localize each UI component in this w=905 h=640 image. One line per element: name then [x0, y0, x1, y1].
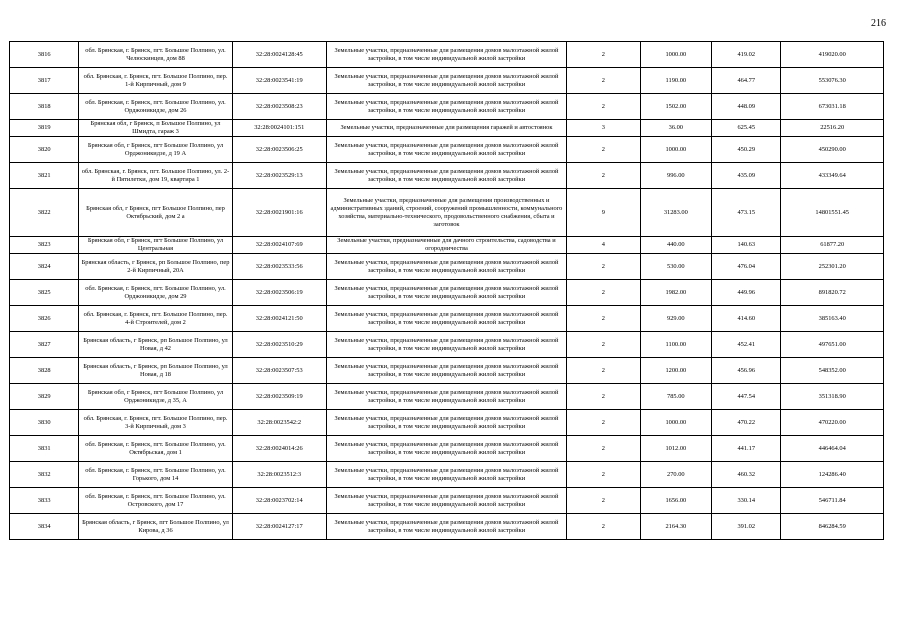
group-cell: 3 [567, 120, 641, 137]
land-use-cell: Земельные участки, предназначенные для размещения домов малоэтажной жилой застройки, в том числе индивидуальной жилой застройки [326, 137, 566, 163]
area-cell: 785.00 [640, 384, 711, 410]
cadastral-number-cell: 32:28:0024128:45 [232, 42, 326, 68]
group-cell: 2 [567, 332, 641, 358]
cadastral-number-cell: 32:28:0023512:3 [232, 462, 326, 488]
area-cell: 1200.00 [640, 358, 711, 384]
page-number: 216 [871, 18, 886, 29]
cadastral-value-cell: 450290.00 [781, 137, 884, 163]
land-use-cell: Земельные участки, предназначенные для размещения гаражей и автостоянок [326, 120, 566, 137]
row-number: 3824 [10, 254, 79, 280]
cadastral-value-cell: 22516.20 [781, 120, 884, 137]
group-cell: 4 [567, 237, 641, 254]
row-number: 3816 [10, 42, 79, 68]
area-cell: 1000.00 [640, 137, 711, 163]
table-row [10, 120, 884, 137]
area-cell: 1000.00 [640, 42, 711, 68]
specific-value-cell: 476.04 [712, 254, 781, 280]
row-number: 3830 [10, 410, 79, 436]
table-row [10, 42, 884, 68]
cadastral-number-cell: 32:28:0023533:56 [232, 254, 326, 280]
area-cell: 1982.00 [640, 280, 711, 306]
cadastral-value-cell: 546711.84 [781, 488, 884, 514]
table-row [10, 280, 884, 306]
area-cell: 2164.30 [640, 514, 711, 540]
land-use-cell: Земельные участки, предназначенные для дачного строительства, садоводства и огородничества [326, 237, 566, 254]
land-use-cell: Земельные участки, предназначенные для размещения домов малоэтажной жилой застройки, в том числе индивидуальной жилой застройки [326, 358, 566, 384]
address-cell: Брянская обл, г Брянск, пгт Большое Полпино, ул Орджоникидзе, д 19 А [79, 137, 232, 163]
row-number: 3828 [10, 358, 79, 384]
cadastral-value-cell: 14801551.45 [781, 189, 884, 237]
address-cell: обл. Брянская, г. Брянск, пгт. Большое Полпино, пер. 1-й Кирпичный, дом 9 [79, 68, 232, 94]
specific-value-cell: 448.09 [712, 94, 781, 120]
address-cell: обл. Брянская, г. Брянск, пгт. Большое Полпино, ул. Орджоникидзе, дом 29 [79, 280, 232, 306]
land-use-cell: Земельные участки, предназначенные для размещения домов малоэтажной жилой застройки, в том числе индивидуальной жилой застройки [326, 514, 566, 540]
row-number: 3818 [10, 94, 79, 120]
cadastral-value-cell: 891820.72 [781, 280, 884, 306]
row-number: 3825 [10, 280, 79, 306]
cadastral-number-cell: 32:28:0024121:50 [232, 306, 326, 332]
table-row [10, 163, 884, 189]
specific-value-cell: 470.22 [712, 410, 781, 436]
row-number: 3833 [10, 488, 79, 514]
specific-value-cell: 456.96 [712, 358, 781, 384]
cadastral-value-cell: 124286.40 [781, 462, 884, 488]
address-cell: Брянская обл, г Брянск, пгт Большое Полпино, пер Октябрьский, дом 2 а [79, 189, 232, 237]
area-cell: 1190.00 [640, 68, 711, 94]
table-row [10, 462, 884, 488]
row-number: 3826 [10, 306, 79, 332]
group-cell: 2 [567, 68, 641, 94]
area-cell: 31283.00 [640, 189, 711, 237]
row-number: 3834 [10, 514, 79, 540]
table-row [10, 514, 884, 540]
area-cell: 1100.00 [640, 332, 711, 358]
address-cell: Брянская область, г Брянск, пгт Большое Полпино, ул Кирова, д 36 [79, 514, 232, 540]
table-row [10, 358, 884, 384]
row-number: 3832 [10, 462, 79, 488]
land-use-cell: Земельные участки, предназначенные для размещения домов малоэтажной жилой застройки, в том числе индивидуальной жилой застройки [326, 94, 566, 120]
land-use-cell: Земельные участки, предназначенные для размещения домов малоэтажной жилой застройки, в том числе индивидуальной жилой застройки [326, 306, 566, 332]
group-cell: 2 [567, 488, 641, 514]
cadastral-number-cell: 32:28:0024127:17 [232, 514, 326, 540]
address-cell: обл. Брянская, г. Брянск, пгт. Большое Полпино, ул. Островского, дом 17 [79, 488, 232, 514]
cadastral-number-cell: 32:28:0023510:29 [232, 332, 326, 358]
cadastral-number-cell: 32:28:0024107:69 [232, 237, 326, 254]
specific-value-cell: 464.77 [712, 68, 781, 94]
group-cell: 2 [567, 254, 641, 280]
specific-value-cell: 140.63 [712, 237, 781, 254]
address-cell: Брянская область, г Брянск, рп Большое Полпино, пер 2-й Кирпичный, 20А [79, 254, 232, 280]
cadastral-value-cell: 497651.00 [781, 332, 884, 358]
table-row [10, 254, 884, 280]
land-use-cell: Земельные участки, предназначенные для размещения домов малоэтажной жилой застройки, в том числе индивидуальной жилой застройки [326, 332, 566, 358]
row-number: 3831 [10, 436, 79, 462]
cadastral-number-cell: 32:28:0023507:53 [232, 358, 326, 384]
address-cell: Брянская область, г Брянск, рп Большое Полпино, ул Новая, д 42 [79, 332, 232, 358]
cadastral-number-cell: 32:28:0024014:26 [232, 436, 326, 462]
cadastral-value-cell: 846284.59 [781, 514, 884, 540]
specific-value-cell: 460.32 [712, 462, 781, 488]
area-cell: 996.00 [640, 163, 711, 189]
group-cell: 9 [567, 189, 641, 237]
group-cell: 2 [567, 358, 641, 384]
cadastral-value-cell: 470220.00 [781, 410, 884, 436]
address-cell: обл. Брянская, г. Брянск, пгт. Большое Полпино, ул. Горького, дом 14 [79, 462, 232, 488]
area-cell: 440.00 [640, 237, 711, 254]
land-use-cell: Земельные участки, предназначенные для размещения домов малоэтажной жилой застройки, в том числе индивидуальной жилой застройки [326, 462, 566, 488]
table-row [10, 306, 884, 332]
specific-value-cell: 625.45 [712, 120, 781, 137]
area-cell: 270.00 [640, 462, 711, 488]
cadastral-value-cell: 61877.20 [781, 237, 884, 254]
table-row [10, 332, 884, 358]
cadastral-number-cell: 32:28:0023506:25 [232, 137, 326, 163]
cadastral-value-cell: 419020.00 [781, 42, 884, 68]
address-cell: обл. Брянская, г. Брянск, пгт. Большое Полпино, ул. Орджоникидзе, дом 26 [79, 94, 232, 120]
address-cell: обл. Брянская, г. Брянск, пгт. Большое Полпино, ул. Челюскинцев, дом 88 [79, 42, 232, 68]
area-cell: 530.00 [640, 254, 711, 280]
cadastral-number-cell: 32:28:0023508:23 [232, 94, 326, 120]
group-cell: 2 [567, 410, 641, 436]
land-use-cell: Земельные участки, предназначенные для размещения домов малоэтажной жилой застройки, в том числе индивидуальной жилой застройки [326, 42, 566, 68]
land-use-cell: Земельные участки, предназначенные для размещения домов малоэтажной жилой застройки, в том числе индивидуальной жилой застройки [326, 384, 566, 410]
address-cell: обл. Брянская, г. Брянск, пгт. Большое Полпино, ул. 2-й Пятилетки, дом 19, квартира 1 [79, 163, 232, 189]
land-use-cell: Земельные участки, предназначенные для размещения домов малоэтажной жилой застройки, в том числе индивидуальной жилой застройки [326, 280, 566, 306]
group-cell: 2 [567, 94, 641, 120]
land-use-cell: Земельные участки, предназначенные для размещения домов малоэтажной жилой застройки, в том числе индивидуальной жилой застройки [326, 68, 566, 94]
cadastral-value-cell: 446464.04 [781, 436, 884, 462]
land-registry-table [9, 41, 884, 540]
specific-value-cell: 391.02 [712, 514, 781, 540]
cadastral-number-cell: 32:28:0023702:14 [232, 488, 326, 514]
specific-value-cell: 473.15 [712, 189, 781, 237]
specific-value-cell: 452.41 [712, 332, 781, 358]
table-row [10, 68, 884, 94]
group-cell: 2 [567, 163, 641, 189]
group-cell: 2 [567, 137, 641, 163]
table-row [10, 189, 884, 237]
cadastral-number-cell: 32:28:0023542:2 [232, 410, 326, 436]
table-row [10, 410, 884, 436]
area-cell: 929.00 [640, 306, 711, 332]
table-row [10, 384, 884, 410]
cadastral-number-cell: 32:28:0023529:13 [232, 163, 326, 189]
specific-value-cell: 330.14 [712, 488, 781, 514]
cadastral-value-cell: 351318.90 [781, 384, 884, 410]
cadastral-number-cell: 32:28:0023541:19 [232, 68, 326, 94]
specific-value-cell: 414.60 [712, 306, 781, 332]
area-cell: 1502.00 [640, 94, 711, 120]
group-cell: 2 [567, 306, 641, 332]
table-row [10, 436, 884, 462]
cadastral-value-cell: 553076.30 [781, 68, 884, 94]
row-number: 3821 [10, 163, 79, 189]
table-row [10, 94, 884, 120]
table-row [10, 237, 884, 254]
land-use-cell: Земельные участки, предназначенные для размещения домов малоэтажной жилой застройки, в том числе индивидуальной жилой застройки [326, 410, 566, 436]
cadastral-value-cell: 673031.18 [781, 94, 884, 120]
specific-value-cell: 447.54 [712, 384, 781, 410]
land-use-cell: Земельные участки, предназначенные для размещения домов малоэтажной жилой застройки, в том числе индивидуальной жилой застройки [326, 254, 566, 280]
row-number: 3820 [10, 137, 79, 163]
group-cell: 2 [567, 42, 641, 68]
specific-value-cell: 435.09 [712, 163, 781, 189]
group-cell: 2 [567, 280, 641, 306]
group-cell: 2 [567, 436, 641, 462]
address-cell: Брянская обл, г Брянск, п Большое Полпино, ул Шмидта, гараж 3 [79, 120, 232, 137]
area-cell: 1000.00 [640, 410, 711, 436]
land-use-cell: Земельные участки, предназначенные для размещения домов малоэтажной жилой застройки, в том числе индивидуальной жилой застройки [326, 488, 566, 514]
row-number: 3817 [10, 68, 79, 94]
cadastral-value-cell: 433349.64 [781, 163, 884, 189]
group-cell: 2 [567, 514, 641, 540]
cadastral-number-cell: 32:28:0023509:19 [232, 384, 326, 410]
table-body [10, 42, 884, 540]
row-number: 3822 [10, 189, 79, 237]
land-use-cell: Земельные участки, предназначенные для размещения домов малоэтажной жилой застройки, в том числе индивидуальной жилой застройки [326, 436, 566, 462]
land-use-cell: Земельные участки, предназначенные для размещения домов малоэтажной жилой застройки, в том числе индивидуальной жилой застройки [326, 163, 566, 189]
area-cell: 1656.00 [640, 488, 711, 514]
address-cell: Брянская обл, г Брянск, пгт Большое Полпино, ул Центральная [79, 237, 232, 254]
cadastral-number-cell: 32:28:0024101:151 [232, 120, 326, 137]
row-number: 3829 [10, 384, 79, 410]
area-cell: 36.00 [640, 120, 711, 137]
cadastral-number-cell: 32:28:0023506:19 [232, 280, 326, 306]
table-row [10, 137, 884, 163]
area-cell: 1012.00 [640, 436, 711, 462]
table-row [10, 488, 884, 514]
cadastral-value-cell: 252301.20 [781, 254, 884, 280]
specific-value-cell: 419.02 [712, 42, 781, 68]
address-cell: обл. Брянская, г. Брянск, пгт. Большое Полпино, пер. 4-й Строителей, дом 2 [79, 306, 232, 332]
address-cell: обл. Брянская, г. Брянск, пгт. Большое Полпино, пер. 3-й Кирпичный, дом 3 [79, 410, 232, 436]
group-cell: 2 [567, 384, 641, 410]
cadastral-value-cell: 548352.00 [781, 358, 884, 384]
group-cell: 2 [567, 462, 641, 488]
row-number: 3827 [10, 332, 79, 358]
cadastral-value-cell: 385163.40 [781, 306, 884, 332]
row-number: 3819 [10, 120, 79, 137]
address-cell: Брянская область, г Брянск, рп Большое Полпино, ул Новая, д 18 [79, 358, 232, 384]
address-cell: Брянская обл, г Брянск, пгт Большое Полпино, ул Орджоникидзе, д 35, А [79, 384, 232, 410]
row-number: 3823 [10, 237, 79, 254]
cadastral-number-cell: 32:28:0021901:16 [232, 189, 326, 237]
land-use-cell: Земельные участки, предназначенные для размещения производственных и административных зданий, строений, сооружений промышленности, коммунального хозяйства, материально-технического, продовольственного снабжения, сбыта и заготовок [326, 189, 566, 237]
specific-value-cell: 449.96 [712, 280, 781, 306]
specific-value-cell: 450.29 [712, 137, 781, 163]
specific-value-cell: 441.17 [712, 436, 781, 462]
address-cell: обл. Брянская, г. Брянск, пгт. Большое Полпино, ул. Октябрьская, дом 1 [79, 436, 232, 462]
